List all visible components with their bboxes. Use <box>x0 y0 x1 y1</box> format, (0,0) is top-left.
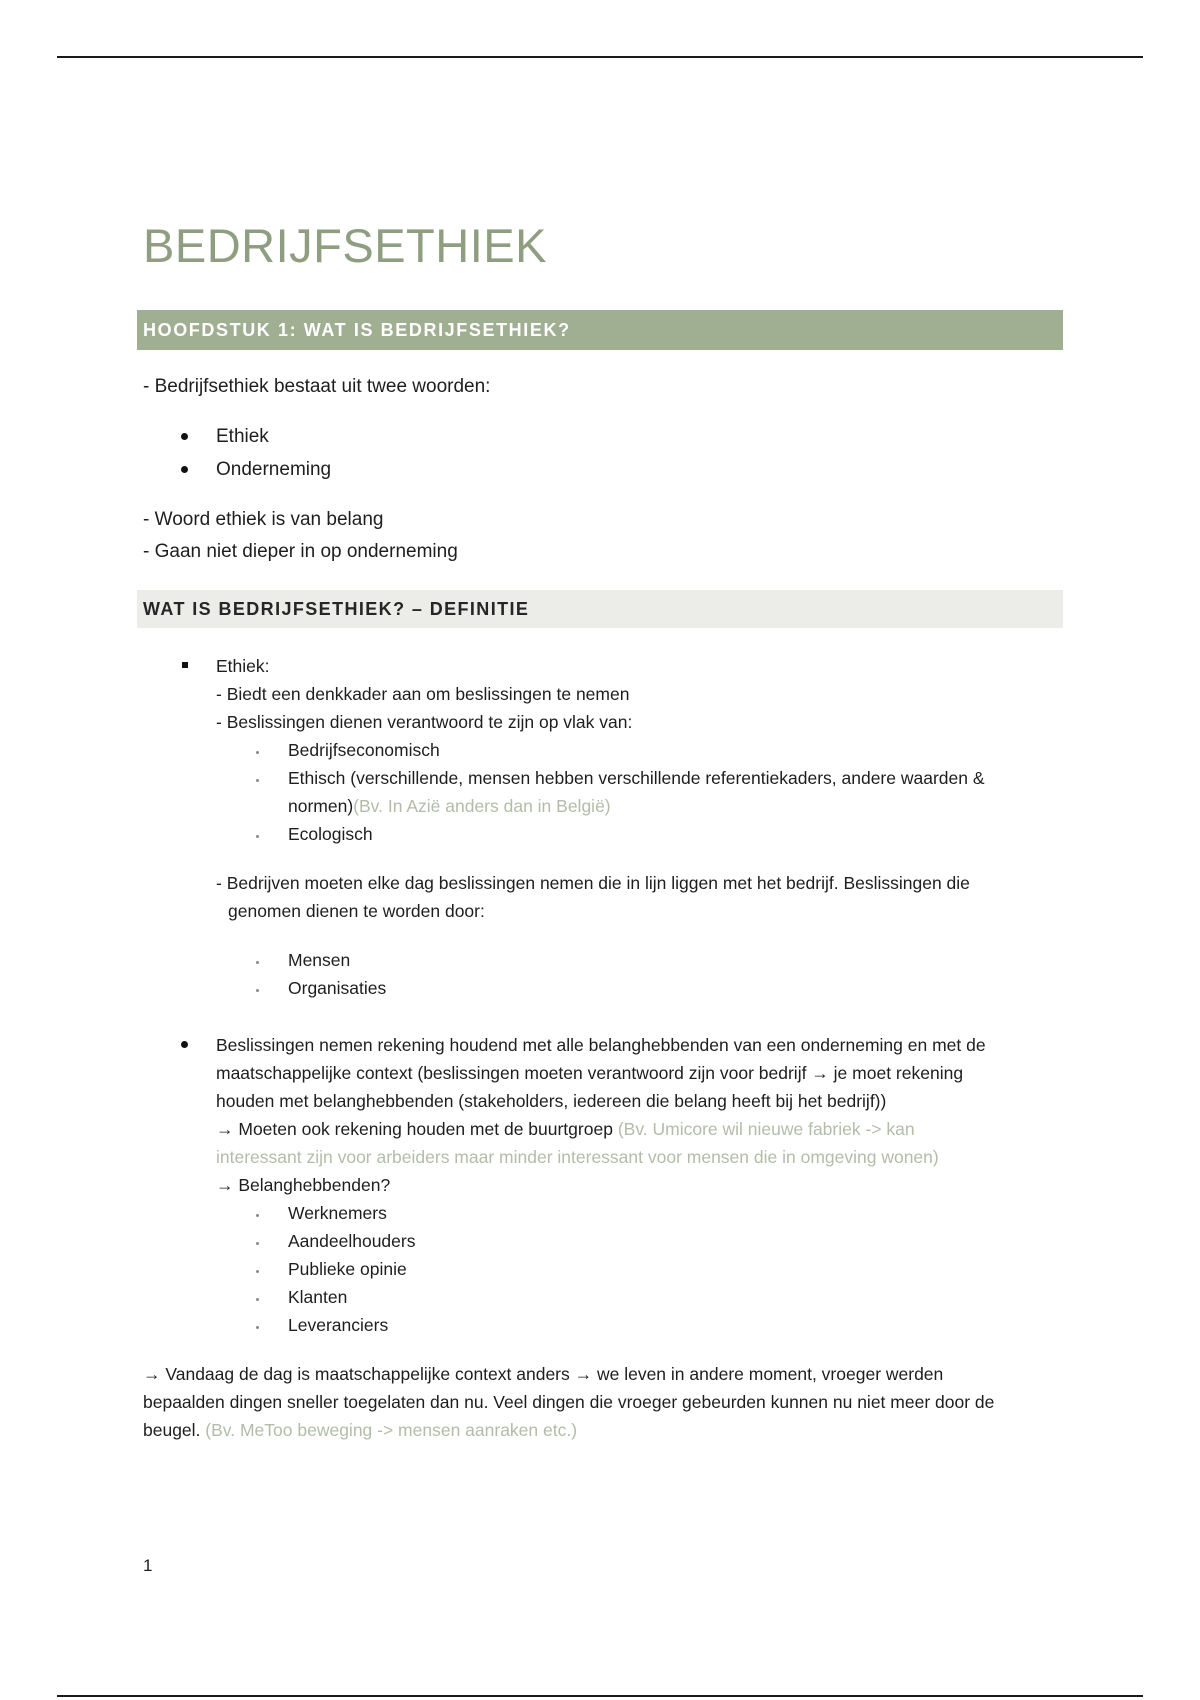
example-text: (Bv. MeToo beweging -> mensen aanraken etc.) <box>205 1420 578 1440</box>
footer-rule <box>57 1695 1143 1697</box>
list-item: Ethisch (verschillende, mensen hebben verschillende referentiekaders, andere waarden & <box>288 768 985 788</box>
list-item: Aandeelhouders <box>288 1231 416 1251</box>
ethiek-line: - Beslissingen dienen verantwoord te zijn op vlak van: <box>216 712 633 732</box>
dot-bullet-icon <box>256 989 259 992</box>
intro-bullet-ethiek: Ethiek <box>216 426 269 447</box>
conclusion-line: → Vandaag de dag is maatschappelijke context anders → we leven in andere moment, vroeger werden <box>143 1364 944 1384</box>
chapter-heading: HOOFDSTUK 1: WAT IS BEDRIJFSETHIEK? <box>137 310 1063 350</box>
stakeholders-question: → Belanghebbenden? <box>216 1175 391 1195</box>
intro-line: - Bedrijfsethiek bestaat uit twee woorden: <box>143 376 491 397</box>
list-item: Ecologisch <box>288 824 373 844</box>
conclusion-line: bepaalden dingen sneller toegelaten dan nu. Veel dingen die vroeger gebeurden kunnen nu niet meer door de <box>143 1392 995 1412</box>
list-item: Klanten <box>288 1287 348 1307</box>
conclusion-text: beugel. <box>143 1420 201 1440</box>
dot-bullet-icon <box>256 1242 259 1245</box>
list-item: Publieke opinie <box>288 1259 407 1279</box>
stakeholders-line: houden met belanghebbenden (stakeholders, iedereen die belang heeft bij het bedrijf)) <box>216 1091 887 1111</box>
bullet-icon <box>181 433 188 440</box>
bullet-icon <box>181 466 188 473</box>
dot-bullet-icon <box>256 835 259 838</box>
ethiek-line: - Biedt een denkkader aan om beslissingen te nemen <box>216 684 630 704</box>
list-item: Mensen <box>288 950 351 970</box>
bullet-icon <box>181 1041 188 1048</box>
section-heading: WAT IS BEDRIJFSETHIEK? – DEFINITIE <box>137 590 1063 628</box>
list-item-continued <box>288 792 611 820</box>
list-item: Werknemers <box>288 1203 387 1223</box>
ethiek-paragraph: - Bedrijven moeten elke dag beslissingen nemen die in lijn liggen met het bedrijf. Beslissingen die <box>216 873 970 893</box>
document-title: BEDRIJFSETHIEK <box>143 219 547 272</box>
dot-bullet-icon <box>256 779 259 782</box>
list-item: Organisaties <box>288 978 387 998</box>
intro-note: - Gaan niet dieper in op onderneming <box>143 541 458 562</box>
dot-bullet-icon <box>256 1214 259 1217</box>
intro-bullet-onderneming: Onderneming <box>216 459 332 480</box>
dot-bullet-icon <box>256 1298 259 1301</box>
example-text: (Bv. Umicore wil nieuwe fabriek -> kan <box>617 1119 915 1139</box>
dot-bullet-icon <box>256 961 259 964</box>
dot-bullet-icon <box>256 1326 259 1329</box>
stakeholders-line: maatschappelijke context (beslissingen moeten verantwoord zijn voor bedrijf → je moet rekening <box>216 1063 964 1083</box>
ethiek-paragraph: genomen dienen te worden door: <box>228 901 485 921</box>
ethiek-label: Ethiek: <box>216 656 270 676</box>
list-item: Leveranciers <box>288 1315 389 1335</box>
stakeholders-text: → Moeten ook rekening houden met de buurtgroep <box>216 1119 613 1139</box>
stakeholders-line: Beslissingen nemen rekening houdend met alle belanghebbenden van een onderneming en met de <box>216 1035 986 1055</box>
intro-note: - Woord ethiek is van belang <box>143 509 384 530</box>
stakeholders-line <box>216 1115 915 1143</box>
dot-bullet-icon <box>256 751 259 754</box>
header-rule <box>57 56 1143 58</box>
list-item: Bedrijfseconomisch <box>288 740 440 760</box>
dot-bullet-icon <box>256 1270 259 1273</box>
conclusion-line <box>143 1416 577 1444</box>
page-number: 1 <box>143 1556 153 1575</box>
square-bullet-icon <box>182 662 188 668</box>
example-text: interessant zijn voor arbeiders maar minder interessant voor mensen die in omgeving wonen) <box>216 1147 939 1167</box>
list-item-text: normen) <box>288 796 354 816</box>
example-text: (Bv. In Azië anders dan in België) <box>353 796 611 816</box>
